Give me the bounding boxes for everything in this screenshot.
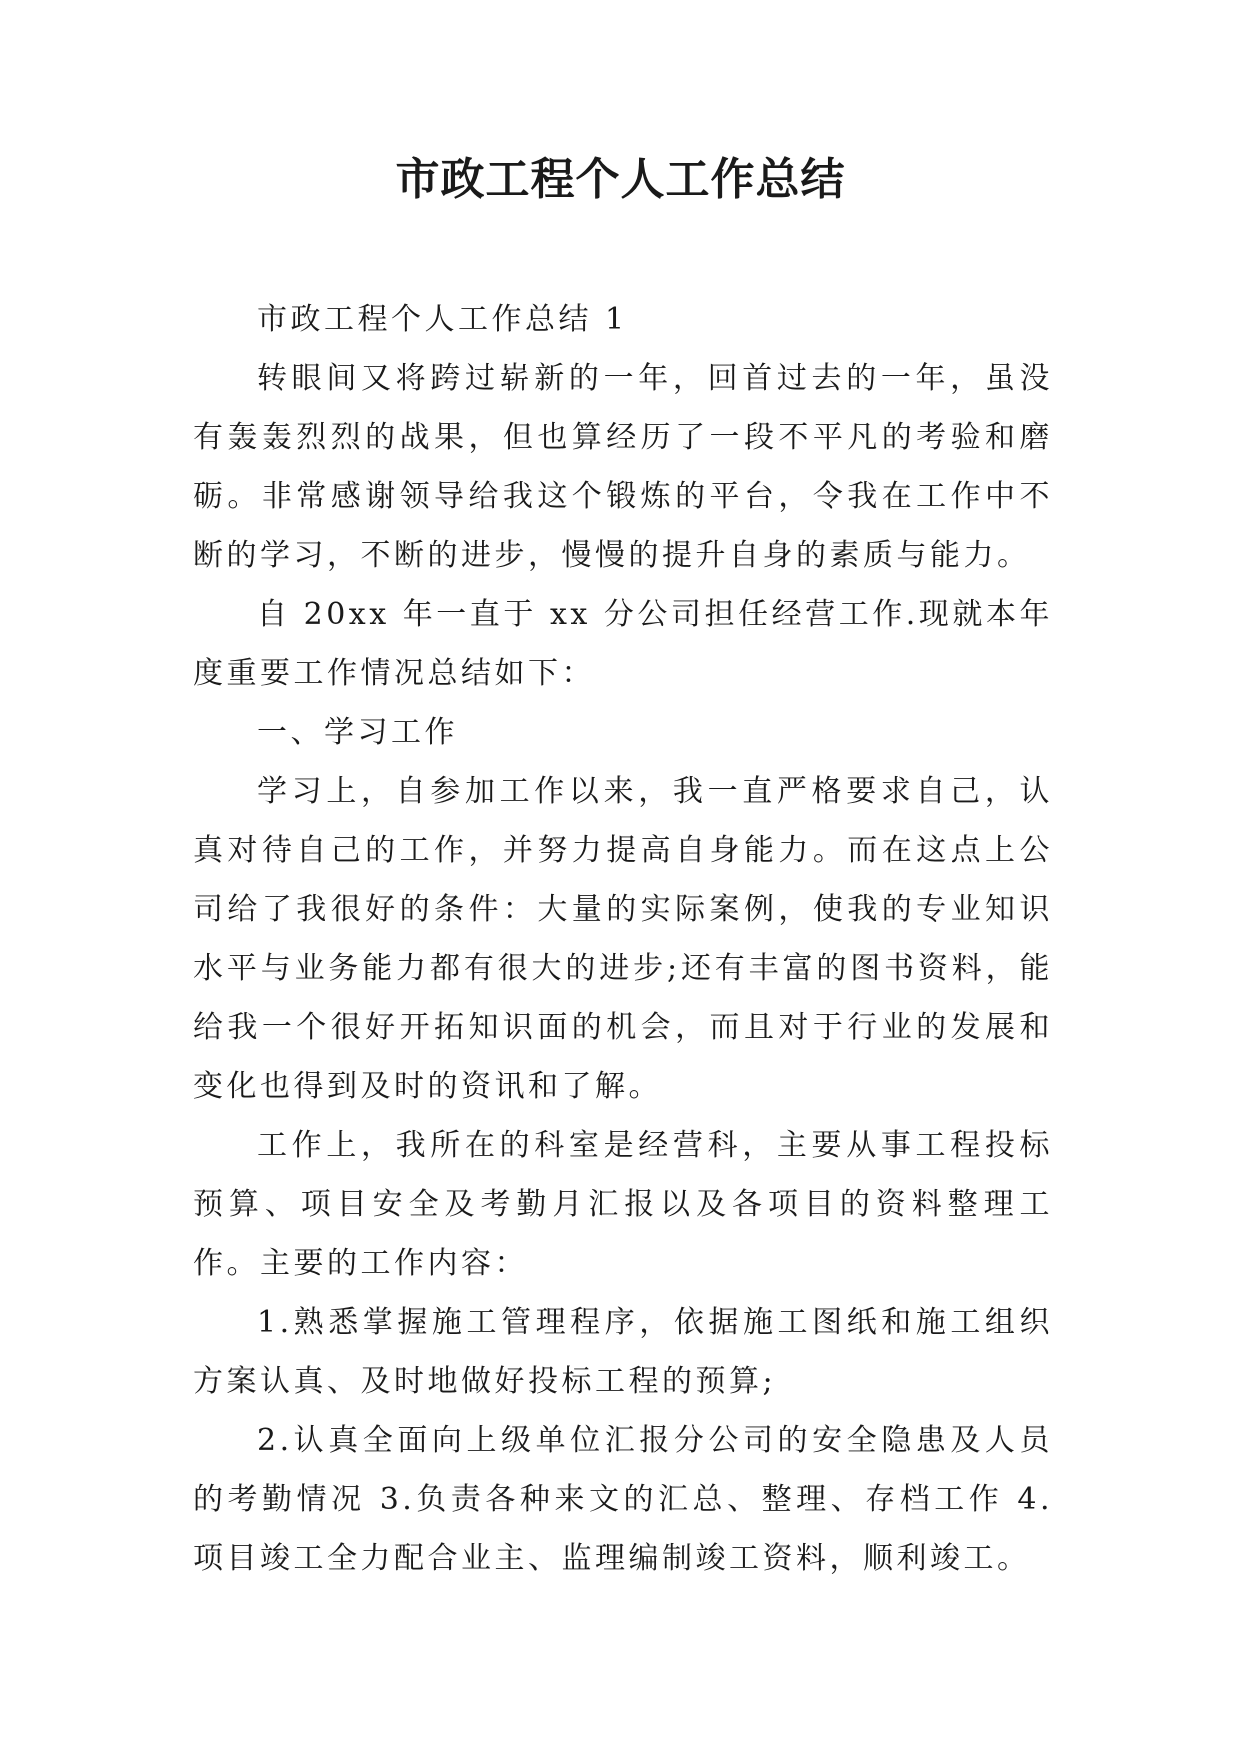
paragraph: 自 20xx 年一直于 xx 分公司担任经营工作.现就本年度重要工作情况总结如下： xyxy=(193,597,1053,691)
paragraph: 工作上，我所在的科室是经营科，主要从事工程投标预算、项目安全及考勤月汇报以及各项目的资料整理工作。主要的工作内容： xyxy=(193,1128,1053,1281)
document-title: 市政工程个人工作总结 xyxy=(395,154,846,205)
list-item: 2.认真全面向上级单位汇报分公司的安全隐患及人员的考勤情况 3.负责各种来文的汇总、整理、存档工作 4.项目竣工全力配合业主、监理编制竣工资料，顺利竣工。 xyxy=(193,1423,1053,1576)
section-heading: 市政工程个人工作总结 1 xyxy=(257,302,628,337)
section-heading: 一、学习工作 xyxy=(257,715,458,750)
list-item: 1.熟悉掌握施工管理程序，依据施工图纸和施工组织方案认真、及时地做好投标工程的预算; xyxy=(193,1305,1053,1399)
document-body xyxy=(193,290,1053,1588)
paragraph: 学习上，自参加工作以来，我一直严格要求自己，认真对待自己的工作，并努力提高自身能力。而在这点上公司给了我很好的条件：大量的实际案例，使我的专业知识水平与业务能力都有很大的进步;还有丰富的图书资料，能给我一个很好开拓知识面的机会，而且对于行业的发展和变化也得到及时的资讯和了解。 xyxy=(193,774,1053,1104)
paragraph: 转眼间又将跨过崭新的一年，回首过去的一年，虽没有轰轰烈烈的战果，但也算经历了一段不平凡的考验和磨砺。非常感谢领导给我这个锻炼的平台，令我在工作中不断的学习，不断的进步，慢慢的提升自身的素质与能力。 xyxy=(193,361,1053,573)
